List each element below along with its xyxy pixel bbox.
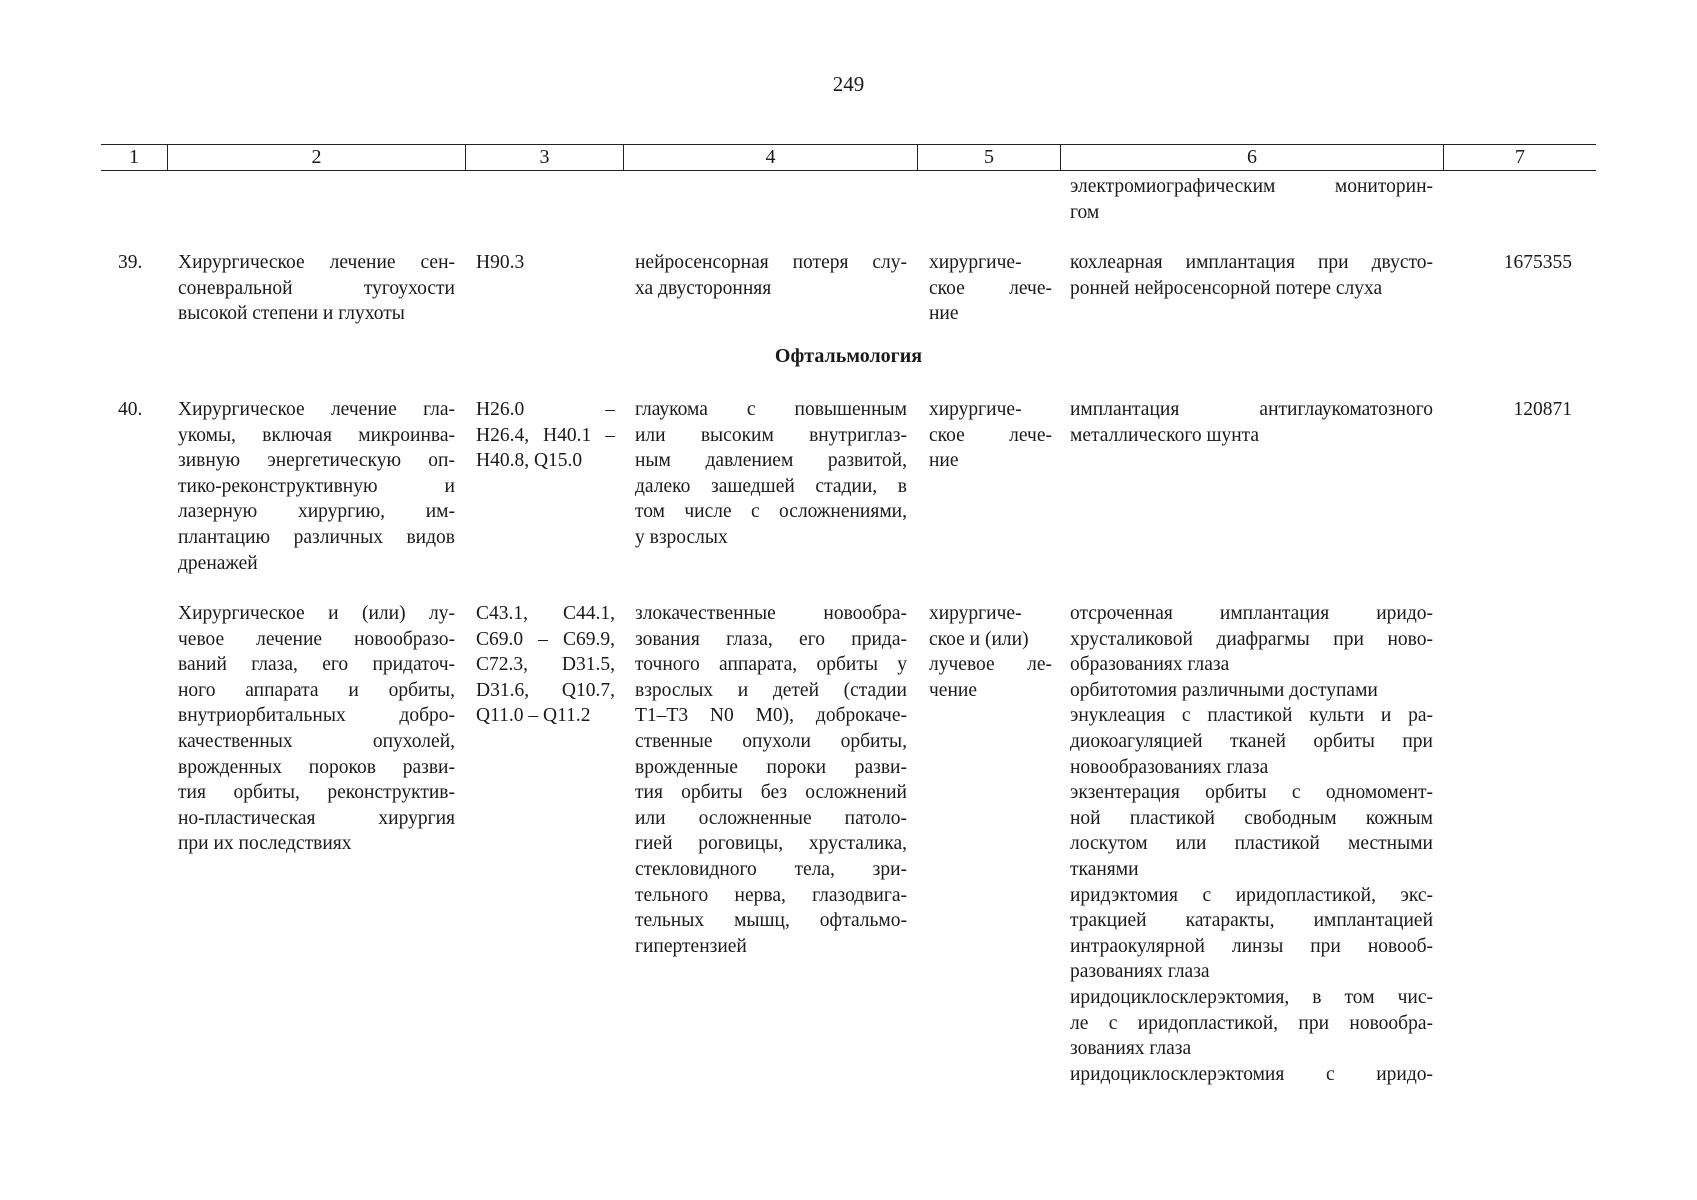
name-line: чевое лечение новообразо-: [178, 628, 455, 650]
name-line: Хирургическое и (или) лу-: [178, 603, 455, 624]
header-col-4: 4: [623, 145, 917, 170]
diagnosis-line: у взрослых: [635, 526, 728, 548]
method-line: кохлеарная имплантация при двусто-: [1070, 252, 1433, 273]
row-treatment: [929, 601, 1052, 703]
table-header: [101, 144, 1596, 171]
diagnosis-line: тельных мышц, офтальмо-: [635, 910, 907, 932]
method-line: иридоциклосклерэктомия, в том чис-: [1070, 986, 1433, 1008]
method-line: зованиях глаза: [1070, 1038, 1192, 1060]
treatment-line: ское и (или): [929, 628, 1029, 650]
row-codes: [476, 601, 615, 729]
treatment-line: лучевое ле-: [929, 654, 1052, 676]
codes-line: D31.6, Q10.7,: [476, 679, 615, 701]
section-heading: Офтальмология: [774, 345, 923, 367]
row-value: 1675355: [1503, 252, 1572, 273]
treatment-line: хирургиче-: [929, 252, 1022, 273]
diagnosis-line: нейросенсорная потеря слу-: [635, 252, 907, 273]
method-line: хрусталиковой диафрагмы при ново-: [1070, 628, 1433, 650]
name-line: укомы, включая микроинва-: [178, 424, 455, 446]
row-value: 120871: [1513, 399, 1572, 420]
header-col-6: 6: [1060, 145, 1443, 170]
name-line: но-пластическая хирургия: [178, 807, 455, 829]
name-line: Хирургическое лечение сен-: [178, 252, 455, 273]
row-method: [1070, 397, 1433, 448]
name-line: лазерную хирургию, им-: [178, 501, 455, 523]
name-line: Хирургическое лечение гла-: [178, 399, 455, 420]
name-line: зивную энергетическую оп-: [178, 450, 455, 472]
name-line: тия орбиты, реконструктив-: [178, 782, 455, 804]
treatment-line: ское лече-: [929, 277, 1052, 299]
name-line: тико-реконструктивную и: [178, 475, 455, 497]
name-line: при их последствиях: [178, 833, 352, 855]
method-line: иридоциклосклерэктомия с иридо-: [1070, 1063, 1433, 1085]
header-col-7: 7: [1443, 145, 1596, 170]
method-line: образованиях глаза: [1070, 654, 1230, 676]
diagnosis-line: или высоким внутриглаз-: [635, 424, 907, 446]
row-method: [1070, 250, 1433, 301]
method-line: электромиографическим мониторин-: [1070, 176, 1433, 197]
row-codes: [476, 397, 615, 474]
name-line: ваний глаза, его придаточ-: [178, 654, 455, 676]
name-line: дренажей: [178, 552, 258, 574]
diagnosis-line: ственные опухоли орбиты,: [635, 730, 907, 752]
method-line: металлического шунта: [1070, 424, 1260, 446]
codes-line: H26.0 –: [476, 399, 615, 420]
row-diagnosis: [635, 397, 907, 551]
row-diagnosis: [635, 250, 907, 301]
method-line: имплантация антиглаукоматозного: [1070, 399, 1433, 420]
method-line: отсроченная имплантация иридо-: [1070, 603, 1433, 624]
method-line: тракцией катаракты, имплантацией: [1070, 910, 1433, 932]
row-number: 39.: [118, 252, 143, 273]
diagnosis-line: или осложненные патоло-: [635, 807, 907, 829]
header-col-2: 2: [167, 145, 465, 170]
name-line: внутриорбитальных добро-: [178, 705, 455, 727]
method-line: диокоагуляцией тканей орбиты при: [1070, 730, 1433, 752]
diagnosis-line: ным давлением развитой,: [635, 450, 907, 472]
method-line: экзентерация орбиты с одномомент-: [1070, 782, 1433, 804]
codes-line: C72.3, D31.5,: [476, 654, 615, 676]
name-line: врожденных пороков разви-: [178, 756, 455, 778]
row-name: [178, 601, 455, 857]
page-number: 249: [832, 72, 865, 96]
codes-line: H90.3: [476, 252, 525, 273]
diagnosis-line: T1–T3 N0 M0), доброкаче-: [635, 705, 907, 727]
row-name: [178, 397, 455, 576]
diagnosis-line: точного аппарата, орбиты у: [635, 654, 907, 676]
row-name: [178, 250, 455, 327]
method-line: ронней нейросенсорной потере слуха: [1070, 277, 1383, 299]
method-line: ле с иридопластикой, при новообра-: [1070, 1012, 1433, 1034]
codes-line: C69.0 – C69.9,: [476, 628, 615, 650]
method-line: разованиях глаза: [1070, 961, 1210, 983]
name-line: высокой степени и глухоты: [178, 303, 405, 325]
header-col-3: 3: [465, 145, 623, 170]
treatment-line: ние: [929, 450, 959, 472]
diagnosis-line: ха двусторонняя: [635, 277, 772, 299]
diagnosis-line: гипертензией: [635, 935, 747, 957]
row-number: 40.: [118, 399, 143, 420]
diagnosis-line: взрослых и детей (стадии: [635, 679, 907, 701]
diagnosis-line: далеко зашедшей стадии, в: [635, 475, 907, 497]
row-codes: [476, 250, 615, 276]
method-line: ной пластикой свободным кожным: [1070, 807, 1433, 829]
diagnosis-line: гией роговицы, хрусталика,: [635, 833, 907, 855]
row-treatment: [929, 397, 1052, 474]
codes-line: C43.1, C44.1,: [476, 603, 615, 624]
name-line: ного аппарата и орбиты,: [178, 679, 455, 701]
name-line: соневральной тугоухости: [178, 277, 455, 299]
diagnosis-line: глаукома с повышенным: [635, 399, 907, 420]
continuation-method: [1070, 174, 1433, 225]
diagnosis-line: тельного нерва, глазодвига-: [635, 884, 907, 906]
method-line: иридэктомия с иридопластикой, экс-: [1070, 884, 1433, 906]
method-line: интраокулярной линзы при новооб-: [1070, 935, 1433, 957]
diagnosis-line: том числе с осложнениями,: [635, 501, 907, 523]
name-line: качественных опухолей,: [178, 730, 455, 752]
method-line: энуклеация с пластикой культи и ра-: [1070, 705, 1433, 727]
header-col-1: 1: [129, 146, 139, 168]
method-line: гом: [1070, 201, 1100, 223]
row-treatment: [929, 250, 1052, 327]
diagnosis-line: злокачественные новообра-: [635, 603, 907, 624]
row-diagnosis: [635, 601, 907, 959]
treatment-line: ское лече-: [929, 424, 1052, 446]
diagnosis-line: врожденные пороки разви-: [635, 756, 907, 778]
codes-line: Q11.0 – Q11.2: [476, 705, 591, 727]
method-line: лоскутом или пластикой местными: [1070, 833, 1433, 855]
row-method: [1070, 601, 1433, 1087]
diagnosis-line: тия орбиты без осложнений: [635, 782, 907, 804]
method-line: орбитотомия различными доступами: [1070, 679, 1378, 701]
diagnosis-line: зования глаза, его прида-: [635, 628, 907, 650]
codes-line: H26.4, H40.1 –: [476, 424, 615, 446]
method-line: новообразованиях глаза: [1070, 756, 1269, 778]
treatment-line: хирургиче-: [929, 603, 1022, 624]
treatment-line: чение: [929, 679, 977, 701]
treatment-line: хирургиче-: [929, 399, 1022, 420]
name-line: плантацию различных видов: [178, 526, 455, 548]
method-line: тканями: [1070, 858, 1139, 880]
treatment-line: ние: [929, 303, 959, 325]
diagnosis-line: стекловидного тела, зри-: [635, 858, 907, 880]
header-col-5: 5: [917, 145, 1060, 170]
codes-line: H40.8, Q15.0: [476, 450, 583, 472]
